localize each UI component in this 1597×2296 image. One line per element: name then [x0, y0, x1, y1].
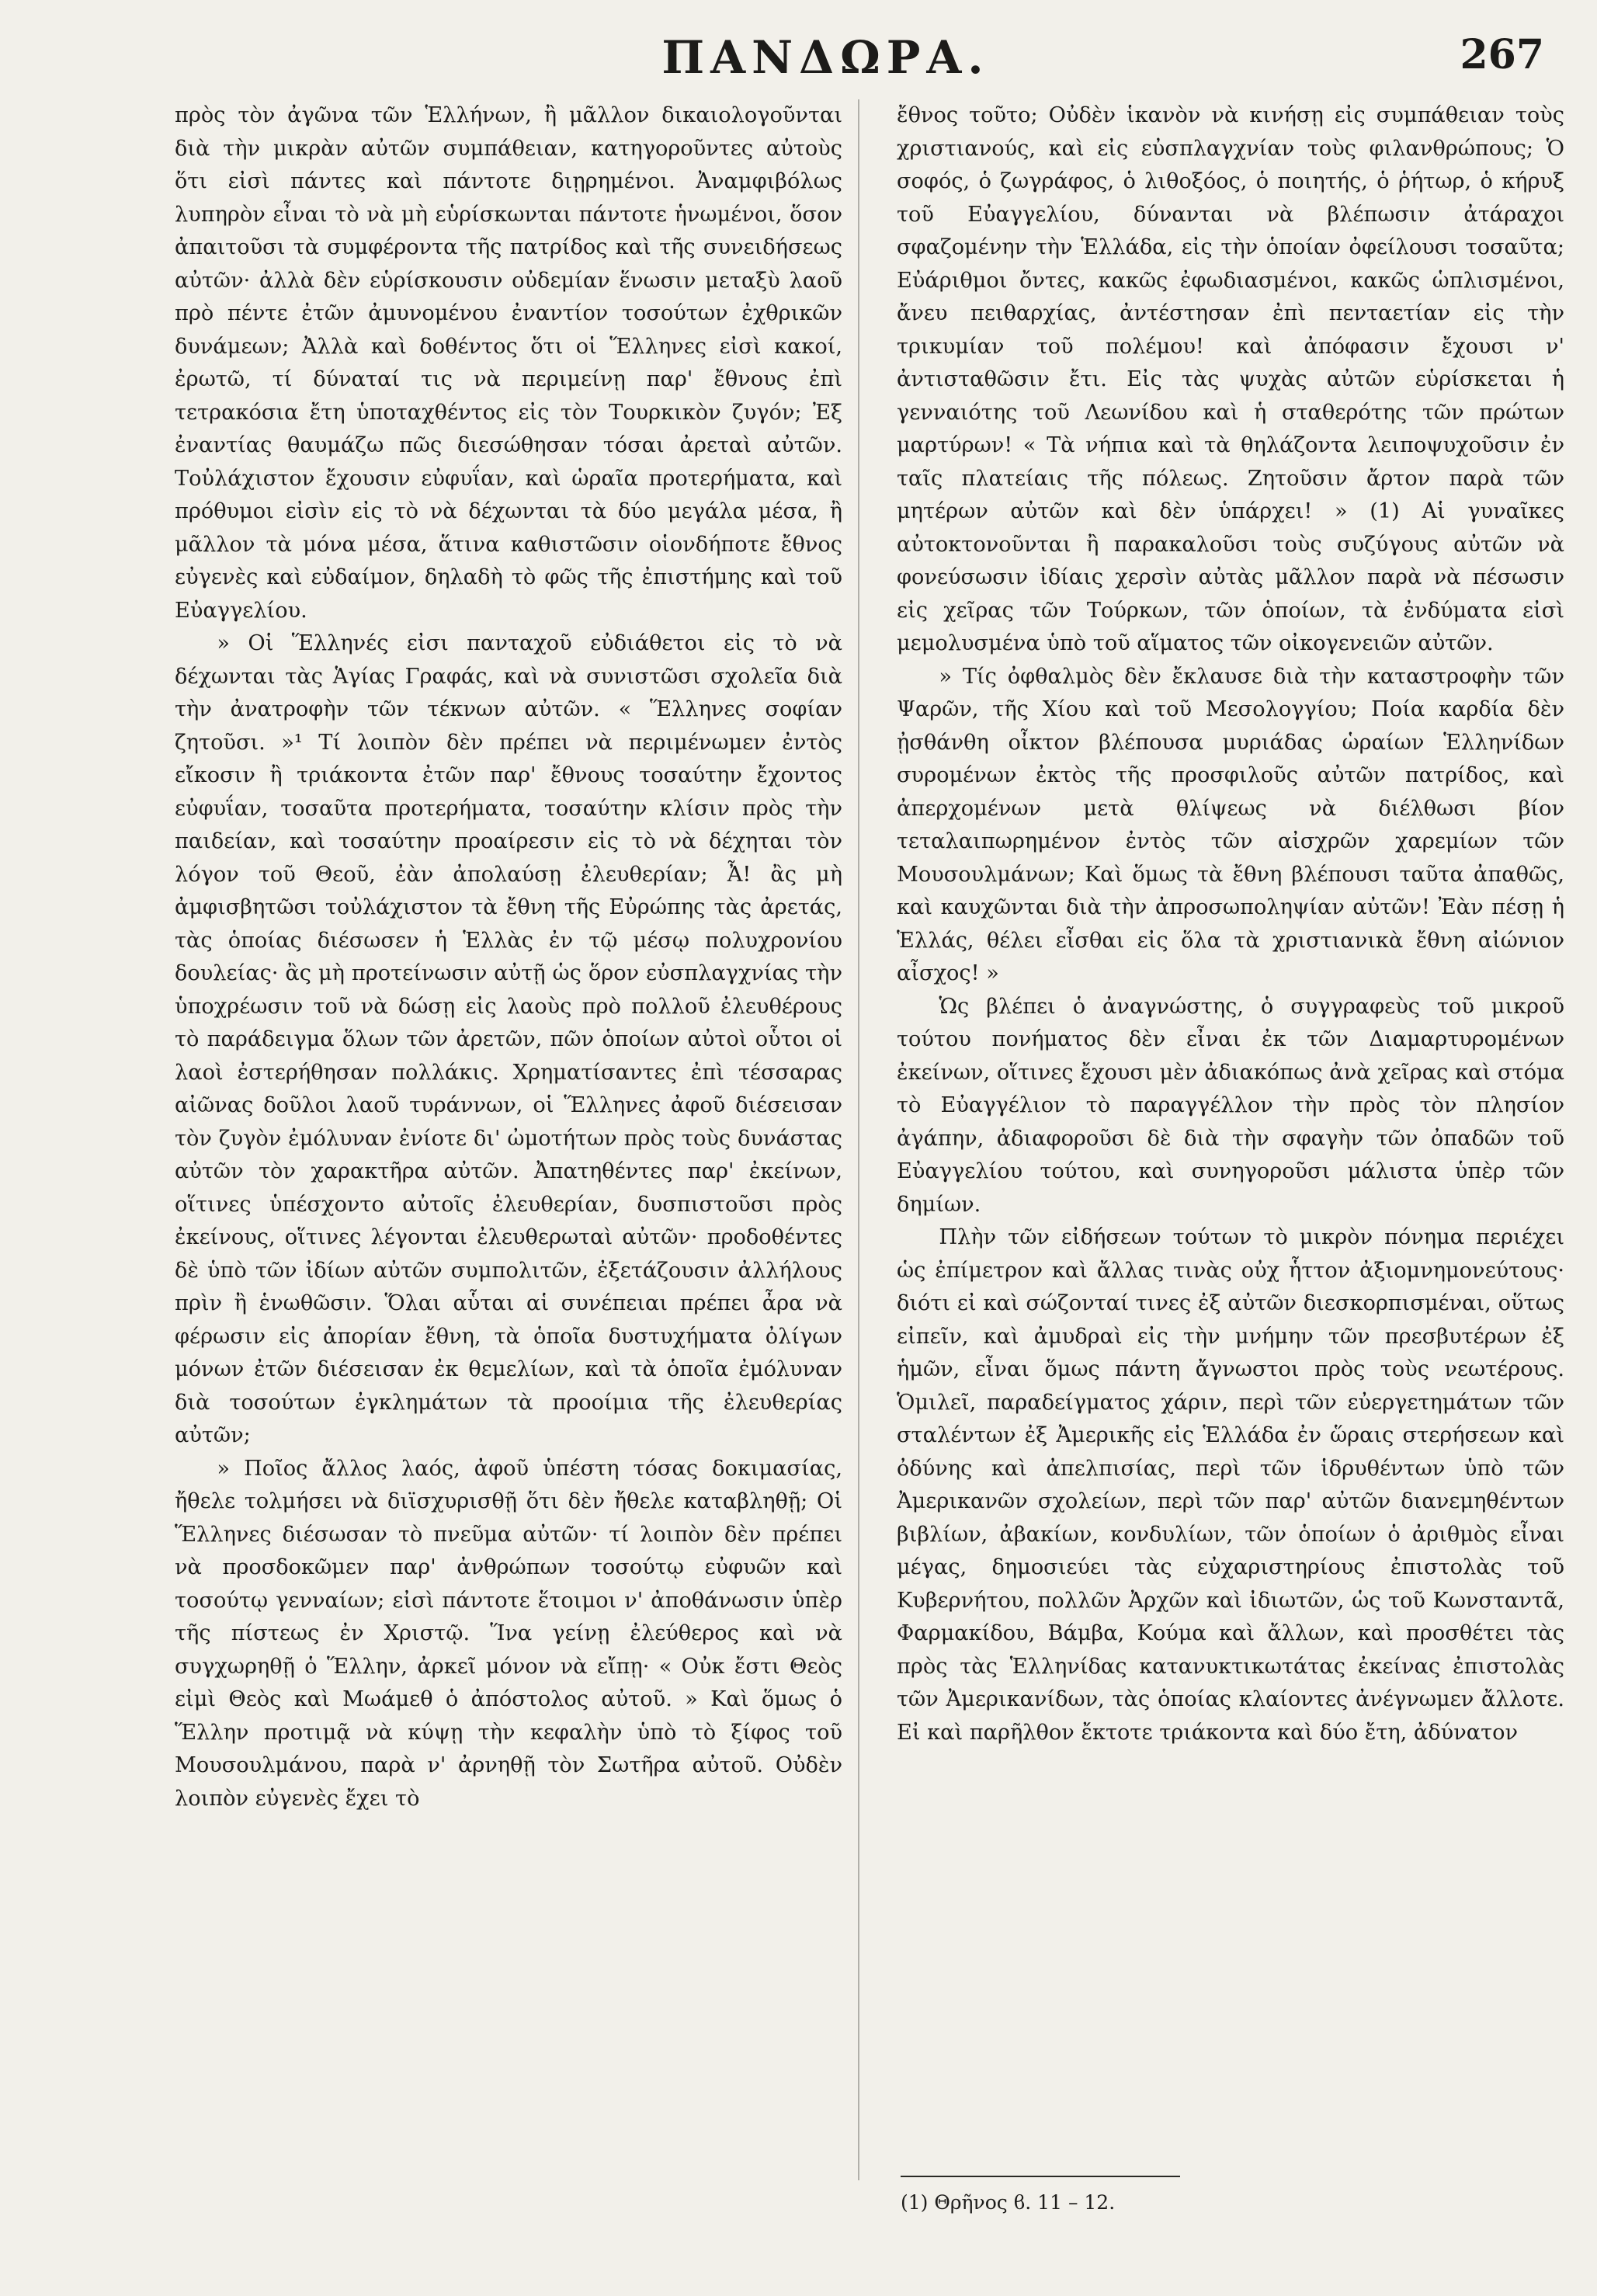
- left-paragraph-2: » Οἱ Ἕλληνές εἰσι πανταχοῦ εὐδιάθετοι εἰς τὸ νὰ δέχωνται τὰς Ἁγίας Γραφάς, καὶ νὰ συνιστῶσι σχολεῖα διὰ τὴν ἀνατροφὴν τῶν τέκνων αὐτῶν. « Ἕλληνες σοφίαν ζητοῦσι. »¹ Τί λοιπὸν δὲν πρέπει νὰ περιμένωμεν ἐντὸς εἴκοσιν ἢ τριάκοντα ἐτῶν παρ' ἔθνους τοσαύτην ἔχοντος εὐφυΐαν, τοσαῦτα προτερήματα, τοσαύτην κλίσιν πρὸς τὴν παιδείαν, καὶ τοσαύτην προαίρεσιν εἰς τὸ νὰ δέχηται τὸν λόγον τοῦ Θεοῦ, ἐὰν ἀπολαύσῃ ἐλευθερίαν; Ἆ! ἂς μὴ ἀμφισβητῶσι τοὐλάχιστον τὰ ἔθνη τῆς Εὐρώπης τὰς ἀρετάς, τὰς ὁποίας διέσωσεν ἡ Ἑλλὰς ἐν τῷ μέσῳ πολυχρονίου δουλείας· ἂς μὴ προτείνωσιν αὐτῇ ὡς ὅρον εὐσπλαγχνίας τὴν ὑποχρέωσιν τοῦ νὰ δώσῃ εἰς λαοὺς πρὸ πολλοῦ ἐλευθέρους τὸ παράδειγμα ὅλων τῶν ἀρετῶν, πῶν ὁποίων αὐτοὶ οὗτοι οἱ λαοὶ ἐστερήθησαν πολλάκις. Χρηματίσαντες ἐπὶ τέσσαρας αἰῶνας δοῦλοι λαοῦ τυράννων, οἱ Ἕλληνες ἀφοῦ διέσεισαν τὸν ζυγὸν ἐμόλυναν ἐνίοτε δι' ὠμοτήτων πρὸς τοὺς δυνάστας αὐτῶν τὸν χαρακτῆρα αὐτῶν. Ἀπατηθέντες παρ' ἐκείνων, οἵτινες ὑπέσχοντο αὐτοῖς ἐλευθερίαν, δυσπιστοῦσι πρὸς ἐκείνους, οἵτινες λέγονται ἐλευθερωταὶ αὐτῶν· προδοθέντες δὲ ὑπὸ τῶν ἰδίων αὐτῶν συμπολιτῶν, ἐξετάζουσιν ἀλλήλους πρὶν ἢ ἑνωθῶσιν. Ὅλαι αὗται αἱ συνέπειαι πρέπει ἆρα νὰ φέρωσιν εἰς ἀπορίαν ἔθνη, τὰ ὁποῖα δυστυχήματα ὀλίγων μόνων ἐτῶν διέσεισαν ἐκ θεμελίων, καὶ τὰ ὁποῖα ἐμόλυναν διὰ τοσούτων ἐγκλημάτων τὰ προοίμια τῆς ἐλευθερίας αὐτῶν;: [175, 631, 842, 1447]
- footnote: (1) Θρῆνος ϐ. 11 – 12.: [901, 2191, 1116, 2214]
- right-paragraph-2: » Τίς ὀφθαλμὸς δὲν ἔκλαυσε διὰ τὴν καταστροφὴν τῶν Ψαρῶν, τῆς Χίου καὶ τοῦ Μεσολογγίου; Ποία καρδία δὲν ᾐσθάνθη οἶκτον βλέπουσα μυριάδας ὡραίων Ἑλληνίδων συρομένων ἐκτὸς τῆς προσφιλοῦς αὐτῶν πατρίδος, καὶ ἀπερχομένων μετὰ θλίψεως νὰ διέλθωσι βίον τεταλαιπωρημένον ἐντὸς τῶν αἰσχρῶν χαρεμίων τῶν Μουσουλμάνων; Καὶ ὅμως τὰ ἔθνη βλέπουσι ταῦτα ἀπαθῶς, καὶ καυχῶνται διὰ τὴν ἀπροσωποληψίαν αὐτῶν! Ἐὰν πέσῃ ἡ Ἑλλάς, θέλει εἶσθαι εἰς ὅλα τὰ χριστιανικὰ ἔθνη αἰώνιον αἶσχος! »: [897, 664, 1564, 985]
- column-divider: [858, 99, 859, 2180]
- right-paragraph-3: Ὡς βλέπει ὁ ἀναγνώστης, ὁ συγγραφεὺς τοῦ μικροῦ τούτου πονήματος δὲν εἶναι ἐκ τῶν Διαμαρτυρομένων ἐκείνων, οἵτινες ἔχουσι μὲν ἀδιακόπως ἀνὰ χεῖρας καὶ στόμα τὸ Εὐαγγέλιον τὸ παραγγέλλον τὴν πρὸς τὸν πλησίον ἀγάπην, ἀδιαφοροῦσι δὲ διὰ τὴν σφαγὴν τῶν ὀπαδῶν τοῦ Εὐαγγελίου τούτου, καὶ συνηγοροῦσι μάλιστα ὑπὲρ τῶν δημίων.: [897, 994, 1564, 1217]
- right-paragraph-4: Πλὴν τῶν εἰδήσεων τούτων τὸ μικρὸν πόνημα περιέχει ὡς ἐπίμετρον καὶ ἄλλας τινὰς οὐχ ἧττον ἀξιομνημονεύτους· διότι εἰ καὶ σώζονταί τινες ἐξ αὐτῶν διεσκορπισμέναι, οὕτως εἰπεῖν, καὶ ἀμυδραὶ εἰς τὴν μνήμην τῶν πρεσβυτέρων ἐξ ἡμῶν, εἶναι ὅμως πάντη ἄγνωστοι πρὸς τοὺς νεωτέρους. Ὁμιλεῖ, παραδείγματος χάριν, περὶ τῶν εὐεργετημάτων τῶν σταλέντων ἐξ Ἀμερικῆς εἰς Ἑλλάδα ἐν ὥραις στερήσεων καὶ ὀδύνης καὶ ἀπελπισίας, περὶ τῶν ἱδρυθέντων ὑπὸ τῶν Ἀμερικανῶν σχολείων, περὶ τῶν παρ' αὐτῶν διανεμηθέντων βιβλίων, ἀβακίων, κονδυλίων, τῶν ὁποίων ὁ ἀριθμὸς εἶναι μέγας, δημοσιεύει τὰς εὐχαριστηρίους ἐπιστολὰς τοῦ Κυβερνήτου, πολλῶν Ἀρχῶν καὶ ἰδιωτῶν, ὡς τοῦ Κωνσταντᾶ, Φαρμακίδου, Βάμβα, Κούμα καὶ ἄλλων, καὶ προσθέτει τὰς πρὸς τὰς Ἑλληνίδας κατανυκτικωτάτας ἐκείνας ἐπιστολὰς τῶν Ἀμερικανίδων, τὰς ὁποίας κλαίοντες ἀνέγνωμεν ἄλλοτε. Εἰ καὶ παρῆλθον ἔκτοτε τριάκοντα καὶ δύο ἔτη, ἀδύνατον: [897, 1225, 1564, 1745]
- page-number: 267: [1460, 31, 1544, 78]
- left-paragraph-1: πρὸς τὸν ἀγῶνα τῶν Ἑλλήνων, ἢ μᾶλλον δικαιολογοῦνται διὰ τὴν μικρὰν αὐτῶν συμπάθειαν, κατηγοροῦντες αὐτοὺς ὅτι εἰσὶ πάντες καὶ πάντοτε διῃρημένοι. Ἀναμφιβόλως λυπηρὸν εἶναι τὸ νὰ μὴ εὑρίσκωνται πάντοτε ἡνωμένοι, ὅσον ἀπαιτοῦσι τὰ συμφέροντα τῆς πατρίδος καὶ τῆς συνειδήσεως αὐτῶν· ἀλλὰ δὲν εὑρίσκουσιν οὐδεμίαν ἕνωσιν μεταξὺ λαοῦ πρὸ πέντε ἐτῶν ἀμυνομένου ἐναντίον τοσούτων ἐχθρικῶν δυνάμεων; Ἀλλὰ καὶ δοθέντος ὅτι οἱ Ἕλληνες εἰσὶ κακοί, ἐρωτῶ, τί δύναταί τις νὰ περιμείνῃ παρ' ἔθνους ἐπὶ τετρακόσια ἔτη ὑποταχθέντος εἰς τὸν Τουρκικὸν ζυγόν; Ἐξ ἐναντίας θαυμάζω πῶς διεσώθησαν τόσαι ἀρεταὶ αὐτῶν. Τοὐλάχιστον ἔχουσιν εὐφυΐαν, καὶ ὡραῖα προτερήματα, καὶ πρόθυμοι εἰσὶν εἰς τὸ νὰ δέχωνται τὰ δύο μεγάλα μέσα, ἢ μᾶλλον τὰ μόνα μέσα, ἅτινα καθιστῶσιν οἱονδήποτε ἔθνος εὐγενὲς καὶ εὐδαίμον, δηλαδὴ τὸ φῶς τῆς ἐπιστήμης καὶ τοῦ Εὐαγγελίου.: [175, 103, 842, 623]
- page-header: [101, 23, 1550, 93]
- left-paragraph-3: » Ποῖος ἄλλος λαός, ἀφοῦ ὑπέστη τόσας δοκιμασίας, ἤθελε τολμήσει νὰ διϊσχυρισθῇ ὅτι δὲν ἤθελε καταβληθῇ; Οἱ Ἕλληνες διέσωσαν τὸ πνεῦμα αὐτῶν· τί λοιπὸν δὲν πρέπει νὰ προσδοκῶμεν παρ' ἀνθρώπων τοσούτῳ εὐφυῶν καὶ τοσούτῳ γενναίων; εἰσὶ πάντοτε ἕτοιμοι ν' ἀποθάνωσιν ὑπὲρ τῆς πίστεως ἐν Χριστῷ. Ἵνα γείνῃ ἐλεύθερος καὶ νὰ συγχωρηθῇ ὁ Ἕλλην, ἀρκεῖ μόνον νὰ εἴπῃ· « Οὐκ ἔστι Θεὸς εἰμὶ Θεὸς καὶ Μωάμεθ ὁ ἀπόστολος αὐτοῦ. » Καὶ ὅμως ὁ Ἕλλην προτιμᾷ νὰ κύψῃ τὴν κεφαλὴν ὑπὸ τὸ ξίφος τοῦ Μουσουλμάνου, παρὰ ν' ἀρνηθῇ τὸν Σωτῆρα αὐτοῦ. Οὐδὲν λοιπὸν εὐγενὲς ἔχει τὸ: [175, 1456, 842, 1811]
- running-title: ΠΑΝΔΩΡΑ.: [661, 31, 990, 84]
- right-column: [897, 99, 1564, 2157]
- footnote-rule: [901, 2176, 1180, 2177]
- left-column: [175, 99, 842, 2157]
- right-paragraph-1: ἔθνος τοῦτο; Οὐδὲν ἱκανὸν νὰ κινήσῃ εἰς συμπάθειαν τοὺς χριστιανούς, καὶ εἰς εὐσπλαγχνίαν τοὺς φιλανθρώπους; Ὁ σοφός, ὁ ζωγράφος, ὁ λιθοξόος, ὁ ποιητής, ὁ ῥήτωρ, ὁ κήρυξ τοῦ Εὐαγγελίου, δύνανται νὰ βλέπωσιν ἀτάραχοι σφαζομένην τὴν Ἑλλάδα, εἰς τὴν ὁποίαν ὀφείλουσι τοσαῦτα; Εὐάριθμοι ὄντες, κακῶς ἐφωδιασμένοι, κακῶς ὡπλισμένοι, ἄνευ πειθαρχίας, ἀντέστησαν ἐπὶ πενταετίαν εἰς τὴν τρικυμίαν τοῦ πολέμου! καὶ ἀπόφασιν ἔχουσι ν' ἀντισταθῶσιν ἔτι. Εἰς τὰς ψυχὰς αὐτῶν εὑρίσκεται ἡ γενναιότης τοῦ Λεωνίδου καὶ ἡ σταθερότης τῶν πρώτων μαρτύρων! « Τὰ νήπια καὶ τὰ θηλάζοντα λειποψυχοῦσιν ἐν ταῖς πλατείαις τῆς πόλεως. Ζητοῦσιν ἄρτον παρὰ τῶν μητέρων αὐτῶν καὶ δὲν ὑπάρχει! » (1) Αἱ γυναῖκες αὐτοκτονοῦνται ἢ παρακαλοῦσι τοὺς συζύγους αὐτῶν νὰ φονεύσωσιν ἰδίαις χερσὶν αὐτὰς μᾶλλον παρὰ νὰ πέσωσιν εἰς χεῖρας τῶν Τούρκων, τῶν ὁποίων, τὰ ἐνδύματα εἰσὶ μεμολυσμένα ὑπὸ τοῦ αἵματος τῶν οἰκογενειῶν αὐτῶν.: [897, 103, 1564, 655]
